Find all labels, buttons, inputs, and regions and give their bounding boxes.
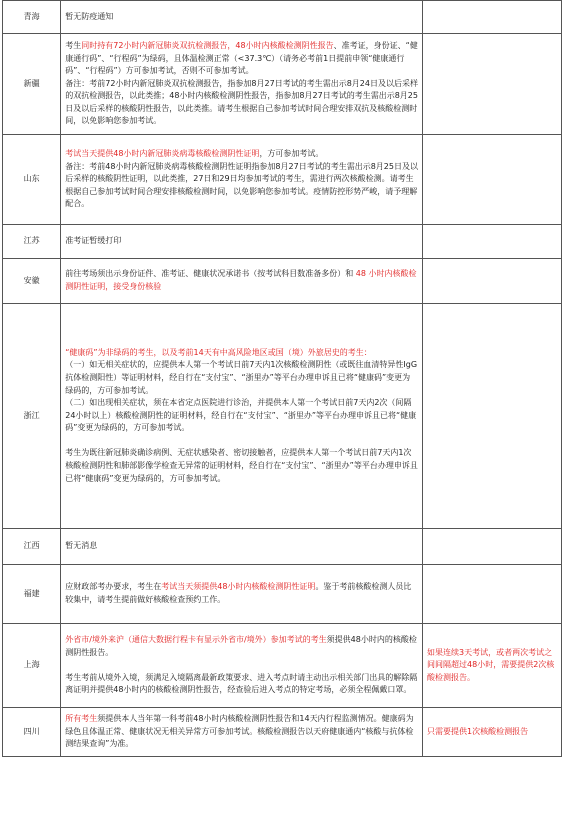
requirement-cell	[61, 225, 423, 259]
requirement-paragraph	[65, 148, 418, 161]
requirement-paragraph	[65, 78, 418, 128]
body-text: （一）如无相关症状的，应提供本人第一个考试日前7天内1次核酸检测阴性（或既往血清特异性IgG抗体检测阳性）等证明材料，经自行在“支付宝”、“浙里办”等平台办理申诉且已将“健康码”变更为绿码的，方可参加考试。	[65, 360, 418, 395]
requirement-paragraph	[65, 268, 418, 293]
table-row	[3, 225, 562, 259]
province-cell: 新疆	[3, 34, 61, 135]
note-cell	[423, 529, 562, 565]
requirement-cell	[61, 1, 423, 34]
requirement-paragraph	[65, 161, 418, 211]
province-cell: 福建	[3, 565, 61, 624]
body-text: 暂无消息	[65, 541, 98, 551]
requirement-paragraph	[65, 435, 418, 448]
table-row	[3, 304, 562, 529]
body-text: 须提供本人当年第一科考前48小时内核酸检测阴性报告和14天内行程监测情况。健康码为绿色且体温正常、健康状况无相关异常方可参加考试。核酸检测报告以天府健康通内“核酸与抗体检测结果查询”为准。	[65, 714, 414, 749]
province-cell: 四川	[3, 708, 61, 757]
province-cell: 上海	[3, 624, 61, 708]
table-row	[3, 34, 562, 135]
exam-requirements-table	[2, 0, 562, 757]
province-cell: 青海	[3, 1, 61, 34]
body-text: 准考证暂缓打印	[65, 236, 122, 246]
highlighted-text: 48 小时内核酸检测阴性证明，接受身份核验	[65, 269, 417, 291]
requirement-paragraph	[65, 634, 418, 659]
highlighted-text: 考试当天提供48小时内新冠肺炎病毒核酸检测阴性证明	[65, 149, 260, 159]
note-cell	[423, 225, 562, 259]
table-row	[3, 259, 562, 304]
body-text: 考生	[65, 40, 82, 50]
requirement-cell	[61, 135, 423, 225]
table-body	[3, 1, 562, 757]
body-text: 备注：考前72小时内新冠肺炎双抗检测报告，指参加8月27日考试的考生需出示8月24日及以后采样的双抗检测报告，以此类推；48小时内核酸检测阴性报告，指参加8月27日考试的考生需出示8月25日及以后采样的核酸阴性报告，以此类推。请考生根据自己参加考试时间合理安排双抗及核酸检测时间，以免影响您参加考试。	[65, 78, 418, 126]
note-cell: 只需要提供1次核酸检测报告	[423, 708, 562, 757]
requirement-paragraph	[65, 447, 418, 485]
body-text: 应财政部考办要求，考生在	[65, 582, 162, 592]
body-text: ，方可参加考试。	[259, 149, 324, 159]
table-row	[3, 624, 562, 708]
body-text: 、准考证，身份证、“健康通行码”、“行程码”为绿码，且体温检测正常（<37.3℃）（请务必考前1日提前申领“健康通行码”、“行程码”）方可参加考试，否则不可参加考试。	[65, 40, 418, 76]
province-cell: 江西	[3, 529, 61, 565]
requirement-cell	[61, 259, 423, 304]
note-cell	[423, 304, 562, 529]
requirement-paragraph	[65, 659, 418, 672]
note-cell	[423, 565, 562, 624]
requirement-paragraph	[65, 11, 418, 24]
requirement-cell	[61, 529, 423, 565]
province-cell: 江苏	[3, 225, 61, 259]
note-cell: 如果连续3天考试，或者两次考试之间间隔超过48小时，需要提供2次核酸检测报告。	[423, 624, 562, 708]
requirement-paragraph	[65, 347, 418, 360]
note-cell	[423, 259, 562, 304]
requirement-paragraph	[65, 397, 418, 435]
table-row	[3, 135, 562, 225]
highlighted-text: 考试当天须提供48小时内核酸检测阴性证明	[161, 582, 316, 592]
table-row	[3, 529, 562, 565]
requirement-paragraph	[65, 713, 418, 751]
body-text: （二）如出现相关症状，须在本省定点医院进行诊治，并提供本人第一个考试日前7天内2次（间隔24小时以上）核酸检测阴性的证明材料，经自行在“支付宝”、“浙里办”等平台办理申诉且已将“健康码”变更为绿码的，方可参加考试。	[65, 398, 417, 433]
highlighted-text: 外省市/境外来沪（通信大数据行程卡有显示外省市/境外）参加考试的考生	[65, 635, 327, 645]
requirement-cell	[61, 708, 423, 757]
table-row	[3, 708, 562, 757]
table-row	[3, 565, 562, 624]
requirement-paragraph	[65, 235, 418, 248]
requirement-paragraph	[65, 40, 418, 78]
highlighted-text: “健康码”为非绿码的考生，以及考前14天有中高风险地区或国（境）外旅居史的考生：	[65, 347, 372, 357]
body-text: 暂无防疫通知	[65, 11, 114, 21]
body-text: 备注：考前48小时内新冠肺炎病毒核酸检测阴性证明指参加8月27日考试的考生需出示8月25日及以后采样的核酸阴性证明，以此类推，27日和29日均参加考试的考生，需进行两次核酸检测。请考生根据自己参加考试时间合理安排核酸检测时间，以免影响您参加考试。疫情防控形势严峻，请予理解配合。	[65, 161, 418, 209]
highlighted-text: 所有考生	[65, 714, 98, 724]
province-cell: 安徽	[3, 259, 61, 304]
body-text: 前往考场须出示身份证件、准考证、健康状况承诺书（按考试科目数准备多份）和	[65, 269, 356, 279]
requirement-cell	[61, 34, 423, 135]
requirement-paragraph	[65, 581, 418, 606]
body-text: 考生考前从境外入境，须满足入境隔离最新政策要求、进入考点时请主动出示相关部门出具的解除隔离证明并提供48小时内的核酸检测阴性报告，经查验后进入考点的特定考场，必须全程佩戴口罩。	[65, 672, 418, 695]
body-text: 须提供48小时内的核酸检测阴性报告。	[65, 635, 417, 657]
requirement-paragraph	[65, 672, 418, 697]
requirement-paragraph	[65, 540, 418, 553]
highlighted-text: 同时持有72小时内新冠肺炎双抗检测报告，48小时内核酸检测阴性报告	[81, 40, 334, 50]
note-cell	[423, 34, 562, 135]
note-cell	[423, 1, 562, 34]
province-cell: 浙江	[3, 304, 61, 529]
body-text: 。鉴于考前核酸检测人员比较集中，请考生提前做好核酸检查预约工作。	[65, 582, 412, 604]
requirement-cell	[61, 624, 423, 708]
body-text: 考生为既往新冠肺炎确诊病例、无症状感染者、密切接触者，应提供本人第一个考试日前7天内1次核酸检测阴性和肺部影像学检查无异常的证明材料，经自行在“支付宝”、“浙里办”等平台办理申诉且已将“健康码”变更为绿码的，方可参加考试。	[65, 448, 418, 483]
note-cell	[423, 135, 562, 225]
province-cell: 山东	[3, 135, 61, 225]
table-row	[3, 1, 562, 34]
requirement-cell	[61, 565, 423, 624]
requirement-cell	[61, 304, 423, 529]
requirement-paragraph	[65, 359, 418, 397]
